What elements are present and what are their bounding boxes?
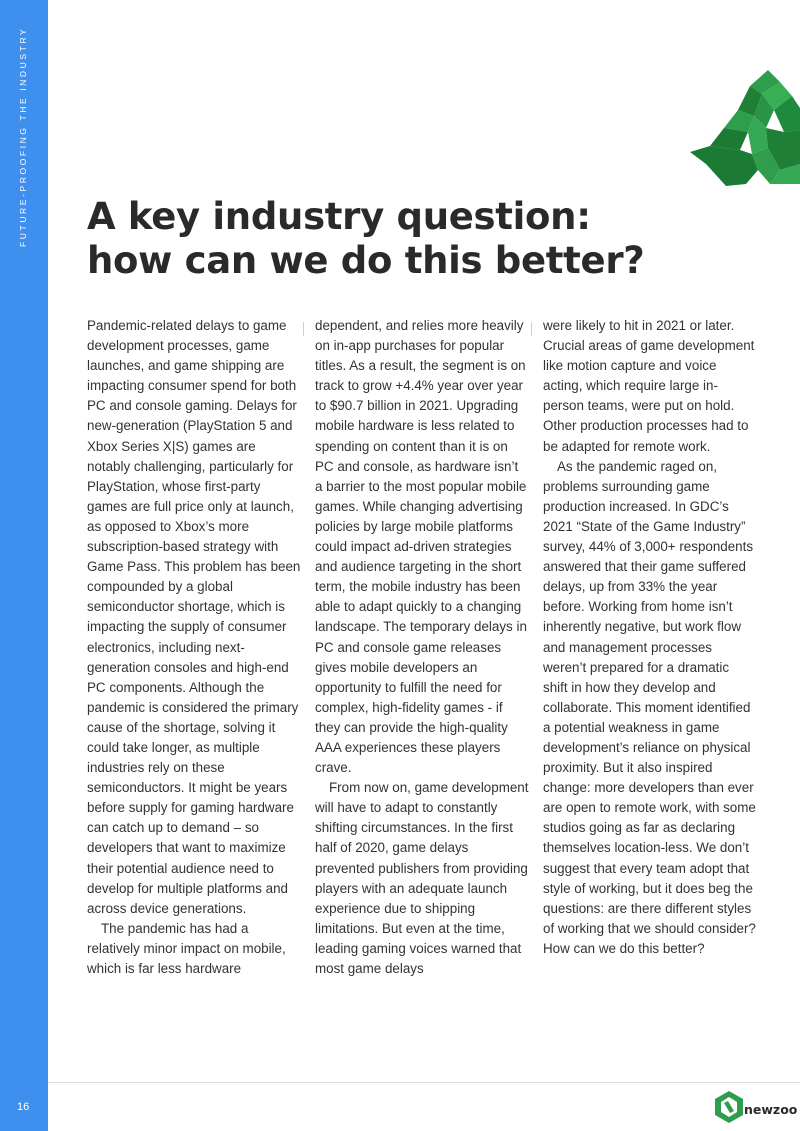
column-divider (531, 322, 532, 336)
green-rocks-illustration (688, 66, 800, 188)
paragraph: dependent, and relies more heavily on in-app purchases for popular titles. As a result, the segment is on track to grow +4.4% year over year to $90.7 billion in 2021. Upgrading mobile hardware is less related to spending on content than it is on PC and console, as hardware isn’t a barrier to the most popular mobile games. While changing advertising policies by large mobile platforms could impact ad-driven strategies and audience targeting in the short term, the mobile industry has been able to adapt quickly to a changing landscape. The temporary delays in PC and console game releases gives mobile developers an opportunity to fulfill the need for complex, high-fidelity games - if they can provide the high-quality AAA experiences these players crave. (315, 318, 527, 776)
paragraph: As the pandemic raged on, problems surrounding game production increased. In GDC’s 2021 “State of the Game Industry” survey, 44% of 3,000+ respondents answered that their game suffered delays, up from 33% the year before. Working from home isn’t inherently negative, but work flow and management processes weren’t prepared for a dramatic shift in how they develop and collaborate. This moment identified a potential weakness in game development’s reliance on physical proximity. But it also inspired change: more developers than ever are open to remote work, with some studios going as far as declaring themselves location-less. We don’t suggest that every team adopt that style of working, but it does beg the questions: are there different styles of working that we should consider? How can we do this better? (543, 458, 756, 956)
newzoo-logo-icon (712, 1090, 746, 1124)
newzoo-logo-text: newzoo (744, 1102, 798, 1117)
page-number: 16 (17, 1101, 30, 1113)
text-column-1 (87, 316, 301, 979)
paragraph: The pandemic has had a relatively minor impact on mobile, which is far less hardware (87, 920, 286, 976)
footer-divider (48, 1082, 800, 1083)
text-column-2 (315, 316, 529, 979)
title-line-2: how can we do this better? (87, 239, 645, 282)
column-divider (303, 322, 304, 336)
paragraph: were likely to hit in 2021 or later. Crucial areas of game development like motion capture and voice acting, which require large in-person teams, were put on hold. Other production processes had to be adapted for remote work. (543, 318, 755, 454)
text-column-3 (543, 316, 757, 959)
paragraph: Pandemic-related delays to game development processes, game launches, and game shipping are impacting consumer spend for both PC and console gaming. Delays for new-generation (PlayStation 5 and Xbox Series X|S) games are notably challenging, particularly for PlayStation, whose first-party games are full price only at launch, as opposed to Xbox’s more subscription-based strategy with Game Pass. This problem has been compounded by a global semiconductor shortage, which is impacting the supply of consumer electronics, including next-generation consoles and high-end PC components. Although the pandemic is considered the primary cause of the shortage, solving it could take longer, as multiple industries rely on these semiconductors. It might be years before supply for gaming hardware can catch up to demand – so developers that want to maximize their potential audience need to develop for multiple platforms and across device generations. (87, 318, 301, 916)
paragraph: From now on, game development will have to adapt to constantly shifting circumstances. In the first half of 2020, game delays prevented publishers from providing players with an adequate launch experience due to shipping limitations. But even at the time, leading gaming voices warned that most game delays (315, 780, 529, 976)
page-title (87, 195, 727, 283)
section-label: FUTURE-PROOFING THE INDUSTRY (18, 26, 28, 247)
title-line-1: A key industry question: (87, 195, 591, 238)
